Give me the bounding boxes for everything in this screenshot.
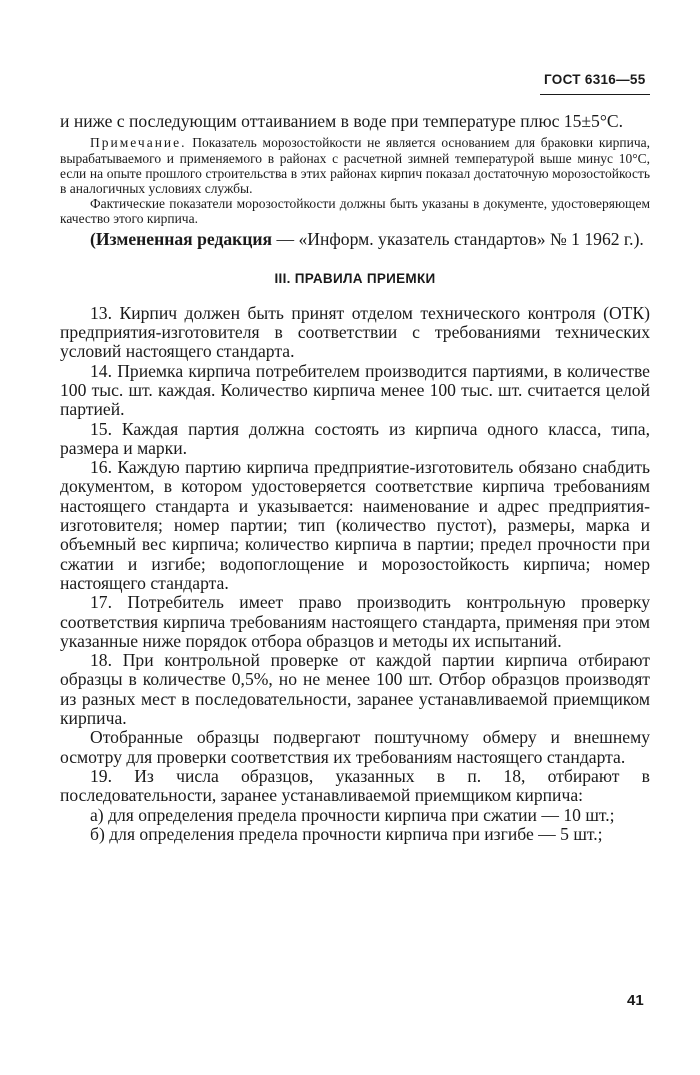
paragraph-17: 17. Потребитель имеет право производить контрольную проверку соответствия кирпича требованиям настоящего стандарта, применяя при этом указанные ниже порядок отбора образцов и методы их испытаний. <box>60 592 650 651</box>
note-paragraph-2: Фактические показатели морозостойкости должны быть указаны в документе, удостоверяющем качество этого кирпича. <box>60 196 650 227</box>
edition-note <box>60 230 650 249</box>
edition-note-rest: — «Информ. указатель стандартов» № 1 1962 г.). <box>272 228 644 249</box>
paragraph-16: 16. Каждую партию кирпича предприятие-изготовитель обязано снабдить документом, в котором удостоверяется соответствие кирпича требованиям настоящего стандарта и указывается: наименование и адрес предприятия-изготовителя; номер партии; тип (количество пустот), размеры, марка и объемный вес кирпича; количество кирпича в партии; предел прочности при сжатии и изгибе; водопоглощение и морозостойкость кирпича; номер настоящего стандарта. <box>60 457 650 593</box>
paragraph-14: 14. Приемка кирпича потребителем производится партиями, в количестве 100 тыс. шт. каждая. Количество кирпича менее 100 тыс. шт. считается целой партией. <box>60 360 650 420</box>
continuation-text: и ниже с последующим оттаиванием в воде при температуре плюс 15±5°С. <box>60 111 624 131</box>
note-label: Примечание. <box>90 135 187 151</box>
page-number: 41 <box>627 992 644 1009</box>
list-item-b: б) для определения предела прочности кирпича при изгибе — 5 шт.; <box>90 823 603 844</box>
header-rule <box>540 94 650 95</box>
note-text: Показатель морозостойкости не является основанием для браковки кирпича, вырабатываемого и применяемого в районах с расчетной зимней температурой выше минус 10°С, если на опыте прошлого строительства в этих районах кирпич показал достаточную морозостойкость в аналогичных условиях службы. <box>60 135 650 196</box>
paragraph-13: 13. Кирпич должен быть принят отделом технического контроля (ОТК) предприятия-изготовителя в соответствии с требованиями технических условий настоящего стандарта. <box>60 302 650 362</box>
note-paragraph <box>60 135 650 196</box>
paragraph-15: 15. Каждая партия должна состоять из кирпича одного класса, типа, размера и марки. <box>60 418 650 458</box>
edition-note-bold: (Измененная редакция <box>90 228 273 249</box>
paragraph-18: 18. При контрольной проверке от каждой партии кирпича отбирают образцы в количестве 0,5%, но не менее 100 шт. Отбор образцов производят из разных мест в последовательности, заранее устанавливаемой приемщиком кирпича. <box>60 650 650 729</box>
list-item-a: а) для определения предела прочности кирпича при сжатии — 10 шт.; <box>90 804 615 825</box>
section-title: III. ПРАВИЛА ПРИЕМКИ <box>274 270 436 286</box>
paragraph-19: 19. Из числа образцов, указанных в п. 18, отбирают в последовательности, заранее устанавливаемой приемщиком кирпича: <box>60 765 650 806</box>
standard-header: ГОСТ 6316—55 <box>544 72 646 87</box>
paragraph-18-continued: Отобранные образцы подвергают поштучному обмеру и внешнему осмотру для проверки соответствия их требованиям настоящего стандарта. <box>60 727 650 767</box>
page-body <box>60 112 650 844</box>
